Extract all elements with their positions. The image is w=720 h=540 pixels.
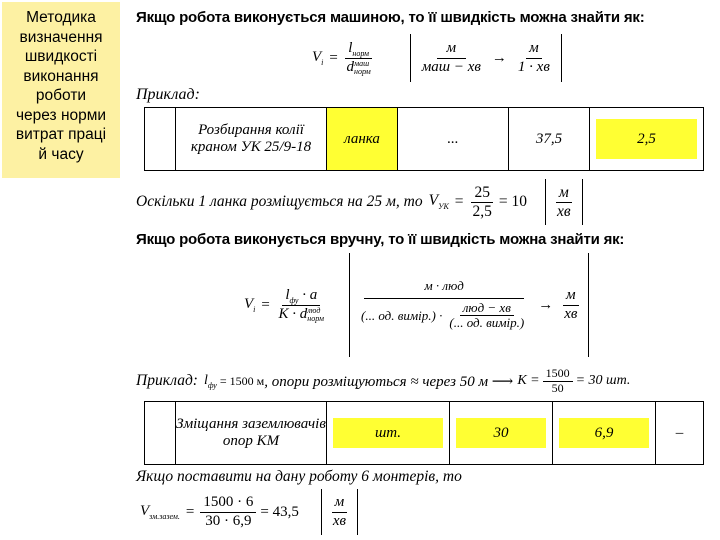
manual-speed-formula: $V_i$ = $l_{фу} \cdot a$ K · d люд норм м · люд (... од. вимір.) · $\frac{\text{люд − хв}}{\text{(... од. вимір.)}}$ → $\frac{м}{хв}$ bbox=[244, 253, 589, 357]
sidebar-line: через норми bbox=[15, 106, 107, 124]
formula-lhs: $V_{зм.зазем.}$ bbox=[140, 503, 180, 521]
method-sidebar bbox=[2, 2, 120, 178]
unit-bracket: м · люд (... од. вимір.) · $\frac{\text{люд − хв}}{\text{(... од. вимір.)}}$ → $\frac{м}{хв}$ bbox=[349, 253, 589, 357]
formula-lhs: $V_i$ bbox=[244, 296, 256, 314]
footer-unit: $\frac{м}{хв}$ bbox=[321, 489, 358, 535]
manual-example-line: Приклад: $l_{фу}$ = 1500 м , опори розміщуються ≈ через 50 м ⟶ K = $\frac{1500}{50}$ = 30 шт. bbox=[136, 365, 631, 395]
footer-formula: $V_{зм.зазем.}$ = $\frac{1500 \cdot 6}{30 \cdot 6,9}$ = 43,5 $\frac{м}{хв}$ bbox=[140, 487, 358, 537]
sidebar-line: Методика bbox=[26, 9, 96, 26]
machine-speed-formula bbox=[312, 30, 562, 86]
sidebar-line: швидкості bbox=[24, 48, 98, 65]
section1-heading: Якщо робота виконується машиною, то її швидкість можна знайти як: bbox=[136, 9, 645, 26]
table-cell-dash: – bbox=[656, 402, 704, 465]
table-cell-work: Розбирання колії краном УК 25/9-18 bbox=[176, 108, 327, 171]
table-cell-norm: 6,9 bbox=[553, 402, 656, 465]
arrow-icon: → bbox=[538, 296, 554, 313]
example-label-1: Приклад: bbox=[136, 86, 200, 103]
table-cell-unit: шт. bbox=[327, 402, 450, 465]
footer-text: Якщо поставити на дану роботу 6 монтерів, то bbox=[136, 468, 462, 485]
result-text: Оскільки 1 ланка розміщується на 25 м, то bbox=[136, 193, 423, 210]
sidebar-line: роботи bbox=[35, 87, 87, 104]
table-cell-placeholder: ... bbox=[398, 108, 509, 171]
result-lhs: $V_{УК}$ bbox=[428, 192, 449, 212]
formula-fraction: $l_{норм}$ d маш норм bbox=[346, 39, 371, 76]
sidebar-line: й часу bbox=[38, 145, 84, 163]
table-cell-norm-yellow: 2,5 bbox=[590, 108, 704, 171]
unit-bracket: $\frac{м}{\text{маш − хв}}$ → $\frac{м}{1 \cdot хв}$ bbox=[410, 34, 562, 82]
result-fraction: $\frac{25}{2,5}$ bbox=[472, 183, 492, 220]
machine-example-table bbox=[144, 107, 704, 171]
sidebar-line: виконання bbox=[23, 67, 99, 85]
machine-result: Оскільки 1 ланка розміщується на 25 м, то $V_{УК}$ = $\frac{25}{2,5}$ = 10 $\frac{м}{хв}$ bbox=[136, 176, 583, 228]
table-cell-count: 30 bbox=[450, 402, 553, 465]
section2-heading: Якщо робота виконується вручну, то її швидкість можна знайти як: bbox=[136, 231, 625, 248]
table-cell-empty bbox=[145, 402, 176, 465]
example-label-2: Приклад: bbox=[136, 372, 198, 389]
arrow-icon: → bbox=[491, 49, 507, 66]
table-cell-work: Зміщання заземлювачів опор КМ bbox=[176, 402, 327, 465]
table-cell-norm: 37,5 bbox=[509, 108, 590, 171]
table-cell-unit: ланка bbox=[327, 108, 398, 171]
sidebar-line: витрат праці bbox=[15, 126, 107, 143]
formula-eq: = bbox=[328, 49, 339, 66]
table-cell-empty bbox=[145, 108, 176, 171]
formula-fraction: $l_{фу} \cdot a$ K · d люд норм bbox=[278, 286, 324, 323]
manual-example-table bbox=[144, 401, 704, 465]
result-unit: $\frac{м}{хв}$ bbox=[545, 179, 583, 225]
footer-fraction: $\frac{1500 \cdot 6}{30 \cdot 6,9}$ bbox=[200, 494, 256, 530]
sidebar-line: визначення bbox=[19, 28, 103, 46]
formula-lhs: $V_i$ bbox=[312, 49, 324, 67]
